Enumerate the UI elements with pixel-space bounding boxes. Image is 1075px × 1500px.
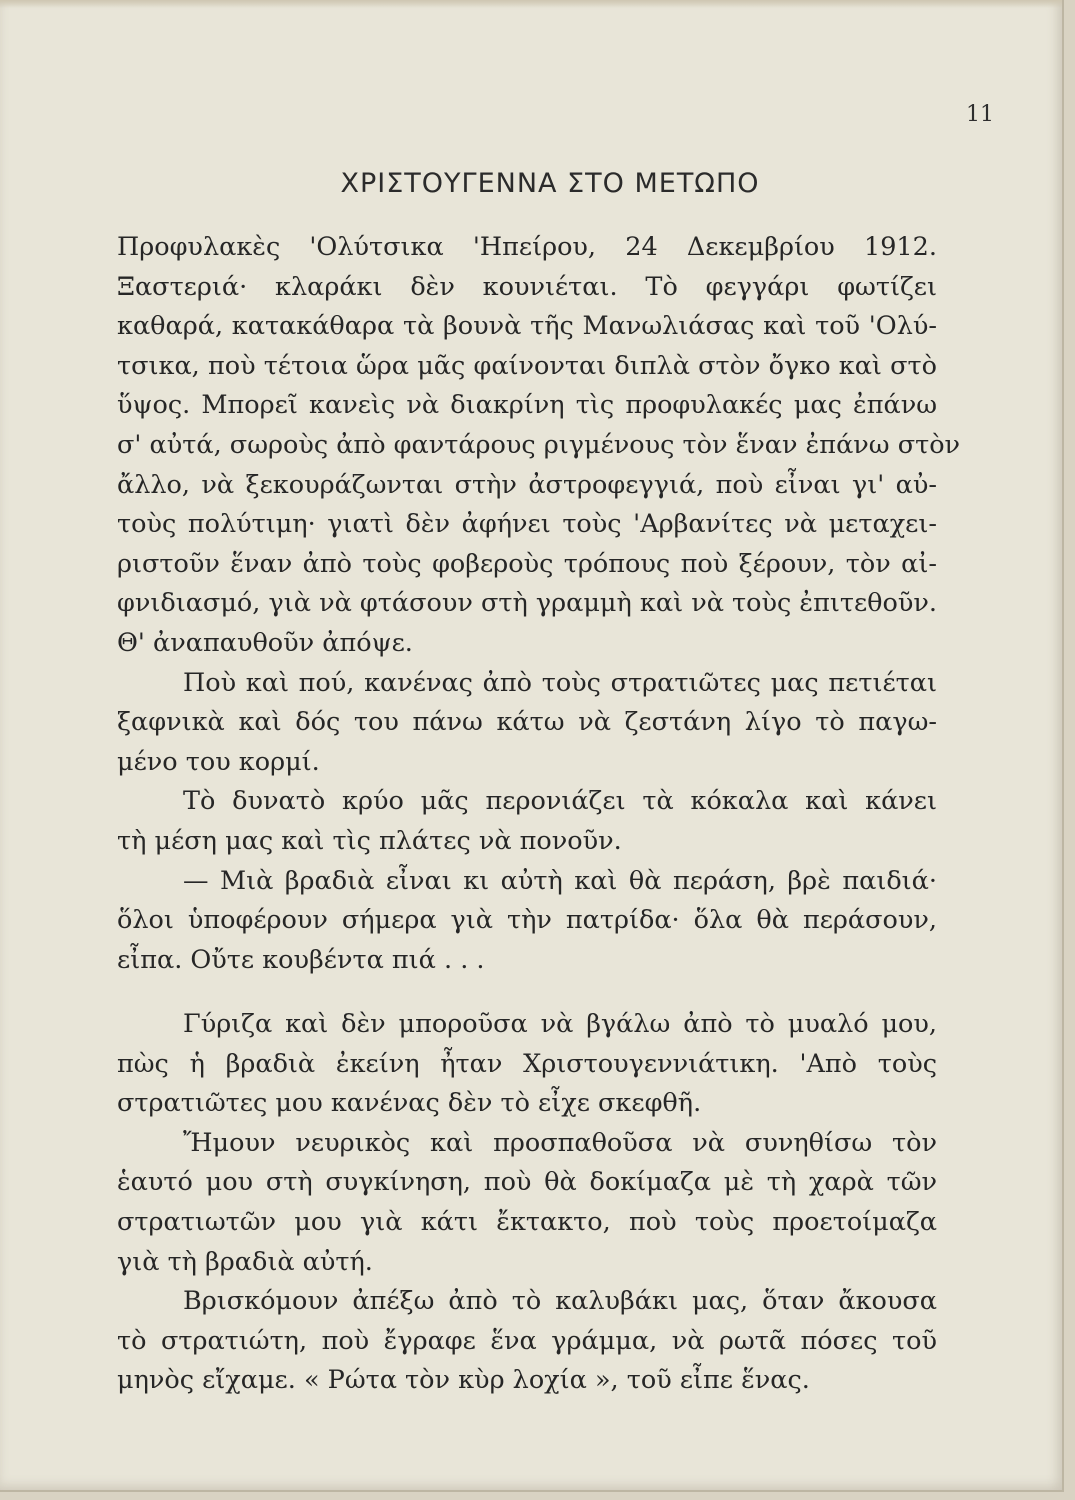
text-block-1 [117, 228, 961, 980]
text-line: ἑαυτό μου στὴ συγκίνηση, ποὺ θὰ δοκίμαζα μὲ τὴ χαρὰ τῶν [117, 1167, 937, 1198]
text-line: εἶπα. Οὔτε κουβέντα πιά . . . [117, 944, 485, 975]
text-line: μένο του κορμί. [117, 746, 320, 777]
text-line: Προφυλακὲς 'Ολύτσικα 'Ηπείρου, 24 Δεκεμβρίου 1912. [117, 232, 937, 262]
text-line: Θ' ἀναπαυθοῦν ἀπόψε. [117, 627, 413, 658]
text-line: Βρισκόμουν ἀπέξω ἀπὸ τὸ καλυβάκι μας, ὅταν ἄκουσα [183, 1286, 937, 1317]
text-line: καθαρά, κατακάθαρα τὰ βουνὰ τῆς Μανωλιάσας καὶ τοῦ 'Ολύ- [117, 311, 937, 342]
text-line: Ἤμουν νευρικὸς καὶ προσπαθοῦσα νὰ συνηθίσω τὸν [183, 1127, 937, 1158]
text-line: φνιδιασμό, γιὰ νὰ φτάσουν στὴ γραμμὴ καὶ νὰ τοὺς ἐπιτεθοῦν. [117, 588, 937, 619]
text-line: στρατιωτῶν μου γιὰ κάτι ἔκτακτο, ποὺ τοὺς προετοίμαζα [117, 1206, 937, 1237]
text-line: τὴ μέση μας καὶ τὶς πλάτες νὰ πονοῦν. [117, 825, 622, 856]
chapter-title: ΧΡΙΣΤΟΥΓΕΝΝΑ ΣΤΟ ΜΕΤΩΠΟ [340, 168, 760, 199]
text-line: τσικα, ποὺ τέτοια ὥρα μᾶς φαίνονται διπλὰ στὸν ὄγκο καὶ στὸ [117, 350, 937, 381]
text-line: Γύριζα καὶ δὲν μποροῦσα νὰ βγάλω ἀπὸ τὸ μυαλό μου, [183, 1009, 937, 1039]
text-line: γιὰ τὴ βραδιὰ αὐτή. [117, 1246, 373, 1277]
text-line: Ποὺ καὶ πού, κανένας ἀπὸ τοὺς στρατιῶτες μας πετιέται [183, 667, 937, 698]
text-line: στρατιῶτες μου κανένας δὲν τὸ εἶχε σκεφθῆ. [117, 1088, 702, 1119]
text-line: ἄλλο, νὰ ξεκουράζωνται στὴν ἀστροφεγγιά, ποὺ εἶναι γι' αὐ- [117, 469, 937, 500]
text-line: ὅλοι ὑποφέρουν σήμερα γιὰ τὴν πατρίδα· ὅλα θὰ περάσουν, [117, 905, 937, 936]
text-line: Ξαστεριά· κλαράκι δὲν κουνιέται. Τὸ φεγγάρι φωτίζει [117, 271, 937, 302]
text-line: ὕψος. Μπορεῖ κανεὶς νὰ διακρίνη τὶς προφυλακές μας ἐπάνω [117, 390, 937, 421]
page-number: 11 [966, 102, 994, 127]
text-line: μηνὸς εἴχαμε. « Ρώτα τὸν κὺρ λοχία », τοῦ εἶπε ἕνας. [117, 1365, 810, 1396]
text-line: τὸ στρατιώτη, ποὺ ἔγραφε ἕνα γράμμα, νὰ ρωτᾶ πόσες τοῦ [117, 1325, 937, 1356]
text-line: ριστοῦν ἕναν ἀπὸ τοὺς φοβεροὺς τρόπους ποὺ ξέρουν, τὸν αἰ- [117, 548, 937, 579]
text-line: τοὺς πολύτιμη· γιατὶ δὲν ἀφήνει τοὺς 'Αρβανίτες νὰ μεταχει- [117, 509, 937, 540]
text-line: ξαφνικὰ καὶ δός του πάνω κάτω νὰ ζεστάνη λίγο τὸ παγω- [117, 707, 937, 738]
text-line: πὼς ἡ βραδιὰ ἐκείνη ἦταν Χριστουγεννιάτικη. 'Απὸ τοὺς [117, 1048, 937, 1079]
text-line: — Μιὰ βραδιὰ εἶναι κι αὐτὴ καὶ θὰ περάση, βρὲ παιδιά· [183, 865, 937, 896]
page-top-edge [0, 0, 1062, 8]
text-line: σ' αὐτά, σωροὺς ἀπὸ φαντάρους ριγμένους τὸν ἕναν ἐπάνω στὸν [117, 429, 961, 460]
text-line: Τὸ δυνατὸ κρύο μᾶς περονιάζει τὰ κόκαλα καὶ κάνει [183, 786, 937, 817]
text-block-2 [117, 1005, 937, 1401]
